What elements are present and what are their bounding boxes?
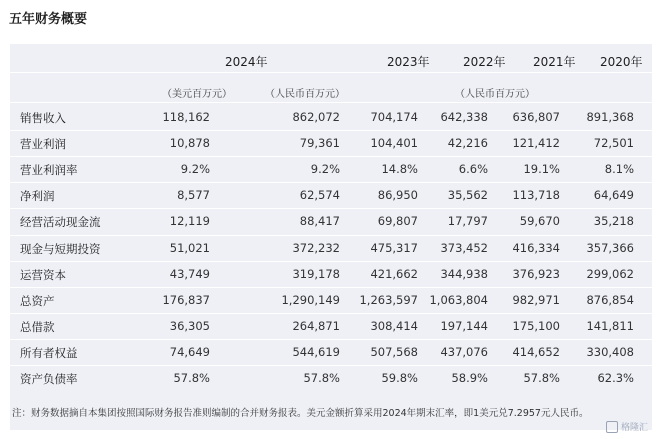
unit-rmb: （人民币百万元）: [455, 89, 535, 100]
table-cell: 64,649: [593, 188, 634, 203]
table-row: [10, 130, 652, 156]
table-row: [10, 235, 652, 261]
table-cell: 299,062: [586, 266, 634, 281]
table-row: [10, 104, 652, 130]
table-row: [10, 287, 652, 313]
table-cell: 57.8%: [173, 371, 210, 385]
table-row: [10, 365, 652, 391]
table-cell: 35,562: [447, 188, 488, 203]
table-cell: 69,807: [377, 214, 418, 229]
table-cell: 62,574: [299, 188, 340, 203]
divider: [10, 72, 652, 73]
table-cell: 10,878: [169, 136, 210, 151]
row-label: 资产负债率: [20, 372, 78, 386]
table-cell: 8.1%: [604, 162, 634, 177]
row-label: 营业利润: [20, 137, 66, 152]
table-row: [10, 339, 652, 365]
row-label: 总资产: [20, 293, 55, 308]
table-cell: 344,938: [440, 266, 488, 281]
table-cell: 19.1%: [523, 162, 560, 177]
table-cell: 113,718: [512, 188, 560, 203]
table-cell: 8,577: [177, 188, 210, 203]
table-cell: 121,412: [512, 136, 560, 151]
table-cell: 74,649: [169, 344, 210, 359]
table-cell: 59,670: [519, 214, 560, 229]
row-label: 销售收入: [20, 111, 66, 125]
table-row: [10, 313, 652, 339]
divider: [10, 102, 652, 103]
table-cell: 88,417: [299, 214, 340, 229]
page-title: 五年财务概要: [9, 12, 88, 27]
table-cell: 36,305: [169, 318, 210, 333]
table-cell: 372,232: [292, 240, 340, 255]
table-cell: 176,837: [162, 292, 210, 307]
table-cell: 59.8%: [381, 371, 418, 385]
table-cell: 1,263,597: [359, 292, 418, 307]
table-cell: 862,072: [292, 110, 340, 124]
table-cell: 141,811: [586, 318, 634, 333]
table-cell: 12,119: [169, 214, 210, 229]
table-cell: 982,971: [512, 292, 560, 307]
unit-rmb-2024: （人民币百万元）: [265, 89, 345, 100]
table-cell: 118,162: [162, 110, 210, 124]
year-header-2020: 2020年: [600, 55, 643, 69]
table-row: [10, 182, 652, 208]
watermark-logo-icon: [606, 421, 618, 433]
table-cell: 57.8%: [303, 371, 340, 385]
table-cell: 704,174: [370, 110, 418, 124]
table-cell: 42,216: [447, 136, 488, 151]
year-header-2024: 2024年: [225, 55, 268, 69]
table-cell: 636,807: [512, 110, 560, 124]
year-header-2021: 2021年: [533, 55, 576, 69]
table-cell: 330,408: [586, 344, 634, 359]
table-cell: 308,414: [370, 318, 418, 333]
table-cell: 9.2%: [180, 162, 210, 177]
row-label: 现金与短期投资: [20, 241, 101, 256]
watermark: [606, 420, 648, 433]
table-cell: 876,854: [586, 292, 634, 307]
table-cell: 197,144: [440, 318, 488, 333]
table-row: [10, 208, 652, 234]
year-header-2023: 2023年: [387, 55, 430, 69]
table-cell: 9.2%: [310, 162, 340, 177]
table-cell: 175,100: [512, 318, 560, 333]
table-cell: 373,452: [440, 240, 488, 255]
row-label: 所有者权益: [20, 345, 78, 360]
table-cell: 51,021: [169, 240, 210, 255]
row-label: 净利润: [20, 189, 55, 204]
table-cell: 43,749: [169, 266, 210, 281]
watermark-text: 格隆汇: [620, 423, 648, 433]
table-cell: 475,317: [370, 240, 418, 255]
table-row: [10, 156, 652, 182]
table-cell: 507,568: [370, 344, 418, 359]
row-label: 运营资本: [20, 267, 66, 282]
table-cell: 14.8%: [381, 162, 418, 177]
table-cell: 544,619: [292, 344, 340, 359]
table-cell: 319,178: [292, 266, 340, 281]
table-cell: 891,368: [586, 110, 634, 124]
table-cell: 357,366: [586, 240, 634, 255]
table-cell: 104,401: [370, 136, 418, 151]
table-cell: 79,361: [299, 136, 340, 151]
table-cell: 376,923: [512, 266, 560, 281]
table-cell: 1,063,804: [429, 292, 488, 307]
table-cell: 35,218: [593, 214, 634, 229]
table-cell: 264,871: [292, 318, 340, 333]
table-cell: 421,662: [370, 266, 418, 281]
table-cell: 17,797: [447, 214, 488, 229]
table-cell: 414,652: [512, 344, 560, 359]
table-cell: 416,334: [512, 240, 560, 255]
footnote: 注：财务数据摘自本集团按照国际财务报告准则编制的合并财务报表。美元金额折算采用2024年期末汇率，即1美元兑7.2957元人民币。: [12, 408, 589, 419]
table-cell: 86,950: [377, 188, 418, 203]
table-cell: 72,501: [593, 136, 634, 151]
table-cell: 62.3%: [597, 371, 634, 385]
table-cell: 6.6%: [458, 162, 488, 177]
row-label: 总借款: [20, 319, 55, 334]
table-cell: 437,076: [440, 344, 488, 359]
row-label: 经营活动现金流: [20, 215, 101, 230]
table-cell: 642,338: [440, 110, 488, 124]
row-label: 营业利润率: [20, 163, 78, 178]
table-cell: 57.8%: [523, 371, 560, 385]
financial-summary-table: [10, 44, 652, 430]
table-row: [10, 261, 652, 287]
table-cell: 58.9%: [451, 371, 488, 385]
table-cell: 1,290,149: [281, 292, 340, 307]
year-header-2022: 2022年: [463, 55, 506, 69]
unit-usd: （美元百万元）: [162, 89, 232, 100]
